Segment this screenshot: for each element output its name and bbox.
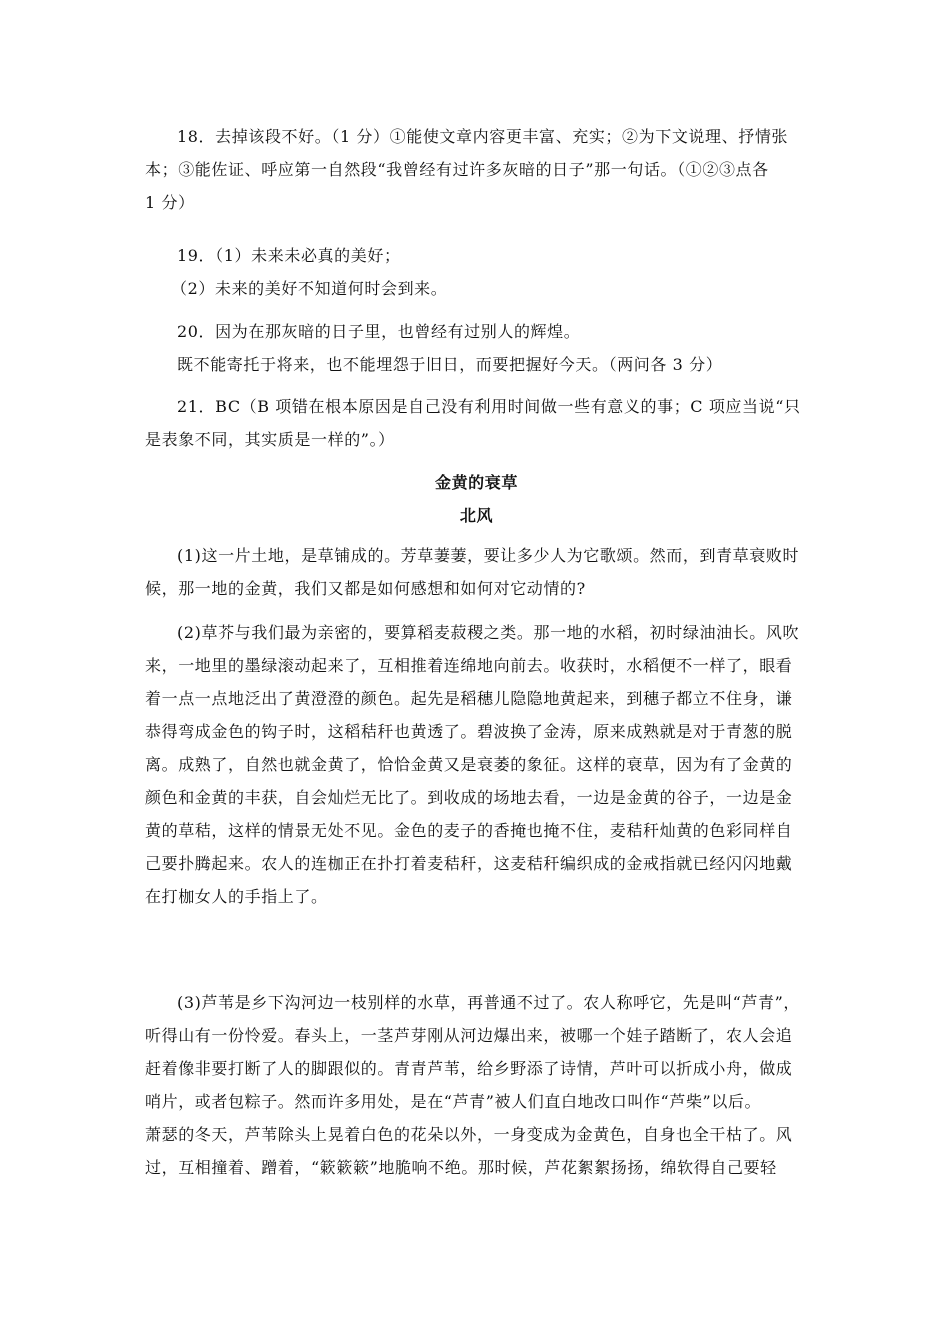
answer-18-line-3: 1 分）	[145, 193, 195, 212]
p3-line-4: 哨片，或者包粽子。然而许多用处，是在“芦青”被人们直白地改口叫作“芦柴”以后。	[145, 1092, 762, 1111]
p2-line-2: 来，一地里的墨绿滚动起来了，互相推着连绵地向前去。收获时，水稻便不一样了，眼看	[145, 656, 793, 675]
article-header	[145, 466, 808, 532]
p3-line-2: 听得山有一份怜爱。春头上，一茎芦芽刚从河边爆出来，被哪一个娃子踏断了，农人会追	[145, 1026, 793, 1045]
article-paragraph-1	[145, 539, 808, 605]
p1-line-1: (1)这一片土地，是草铺成的。芳草萋萋，要让多少人为它歌颂。然而，到青草衰败时	[177, 546, 800, 565]
answer-18-line-1: 18．去掉该段不好。（1 分）①能使文章内容更丰富、充实；②为下文说理、抒情张	[177, 127, 789, 146]
p3-line-6: 过，互相撞着、蹭着，“簌簌簌”地脆响不绝。那时候，芦花絮絮扬扬，绵软得自己要轻	[145, 1158, 777, 1177]
p2-line-9: 在打枷女人的手指上了。	[145, 887, 328, 906]
p2-line-1: (2)草芥与我们最为亲密的，要算稻麦菽稷之类。那一地的水稻，初时绿油油长。风吹	[177, 623, 800, 642]
answer-18	[145, 120, 808, 219]
answer-20-line-1: 20．因为在那灰暗的日子里，也曾经有过别人的辉煌。	[177, 322, 581, 341]
p2-line-7: 黄的草秸，这样的情景无处不见。金色的麦子的香掩也掩不住，麦秸秆灿黄的色彩同样自	[145, 821, 793, 840]
answer-20-line-2: 既不能寄托于将来，也不能埋怨于旧日，而要把握好今天。（两问各 3 分）	[177, 355, 723, 374]
article-author: 北风	[459, 506, 494, 525]
article-paragraph-2	[145, 616, 808, 913]
answer-21-line-2: 是表象不同，其实质是一样的”。）	[145, 430, 395, 449]
p3-line-3: 赶着像非要打断了人的脚跟似的。青青芦苇，给乡野添了诗情，芦叶可以折成小舟，做成	[145, 1059, 793, 1078]
p2-line-4: 恭得弯成金色的钩子时，这稻秸秆也黄透了。碧波换了金涛，原来成熟就是对于青葱的脱	[145, 722, 793, 741]
answer-19-line-1: 19．（1）未来未必真的美好；	[177, 246, 401, 265]
answer-21	[145, 390, 808, 456]
p2-line-5: 离。成熟了，自然也就金黄了，恰恰金黄又是衰萎的象征。这样的衰草，因为有了金黄的	[145, 755, 793, 774]
article-title: 金黄的衰草	[434, 473, 518, 492]
p3-line-1: (3)芦苇是乡下沟河边一枝别样的水草，再普通不过了。农人称呼它，先是叫“芦青”，	[177, 993, 801, 1012]
p2-line-8: 己要扑腾起来。农人的连枷正在扑打着麦秸秆，这麦秸秆编织成的金戒指就已经闪闪地戴	[145, 854, 793, 873]
p2-line-3: 着一点一点地泛出了黄澄澄的颜色。起先是稻穗儿隐隐地黄起来，到穗子都立不住身，谦	[145, 689, 793, 708]
answer-19	[145, 239, 808, 305]
p1-line-2: 候，那一地的金黄，我们又都是如何感想和如何对它动情的?	[145, 579, 586, 598]
p2-line-6: 颜色和金黄的丰获，自会灿烂无比了。到收成的场地去看，一边是金黄的谷子，一边是金	[145, 788, 793, 807]
p3-line-5: 萧瑟的冬天，芦苇除头上晃着白色的花朵以外，一身变成为金黄色，自身也全干枯了。风	[145, 1125, 793, 1144]
answer-19-line-2: （2）未来的美好不知道何时会到来。	[171, 279, 448, 298]
answer-21-line-1: 21．BC（B 项错在根本原因是自己没有利用时间做一些有意义的事；C 项应当说“只	[177, 397, 801, 416]
article-paragraph-3	[145, 986, 808, 1184]
answer-20	[145, 315, 808, 381]
answer-18-line-2: 本；③能佐证、呼应第一自然段“我曾经有过许多灰暗的日子”那一句话。（①②③点各	[145, 160, 769, 179]
